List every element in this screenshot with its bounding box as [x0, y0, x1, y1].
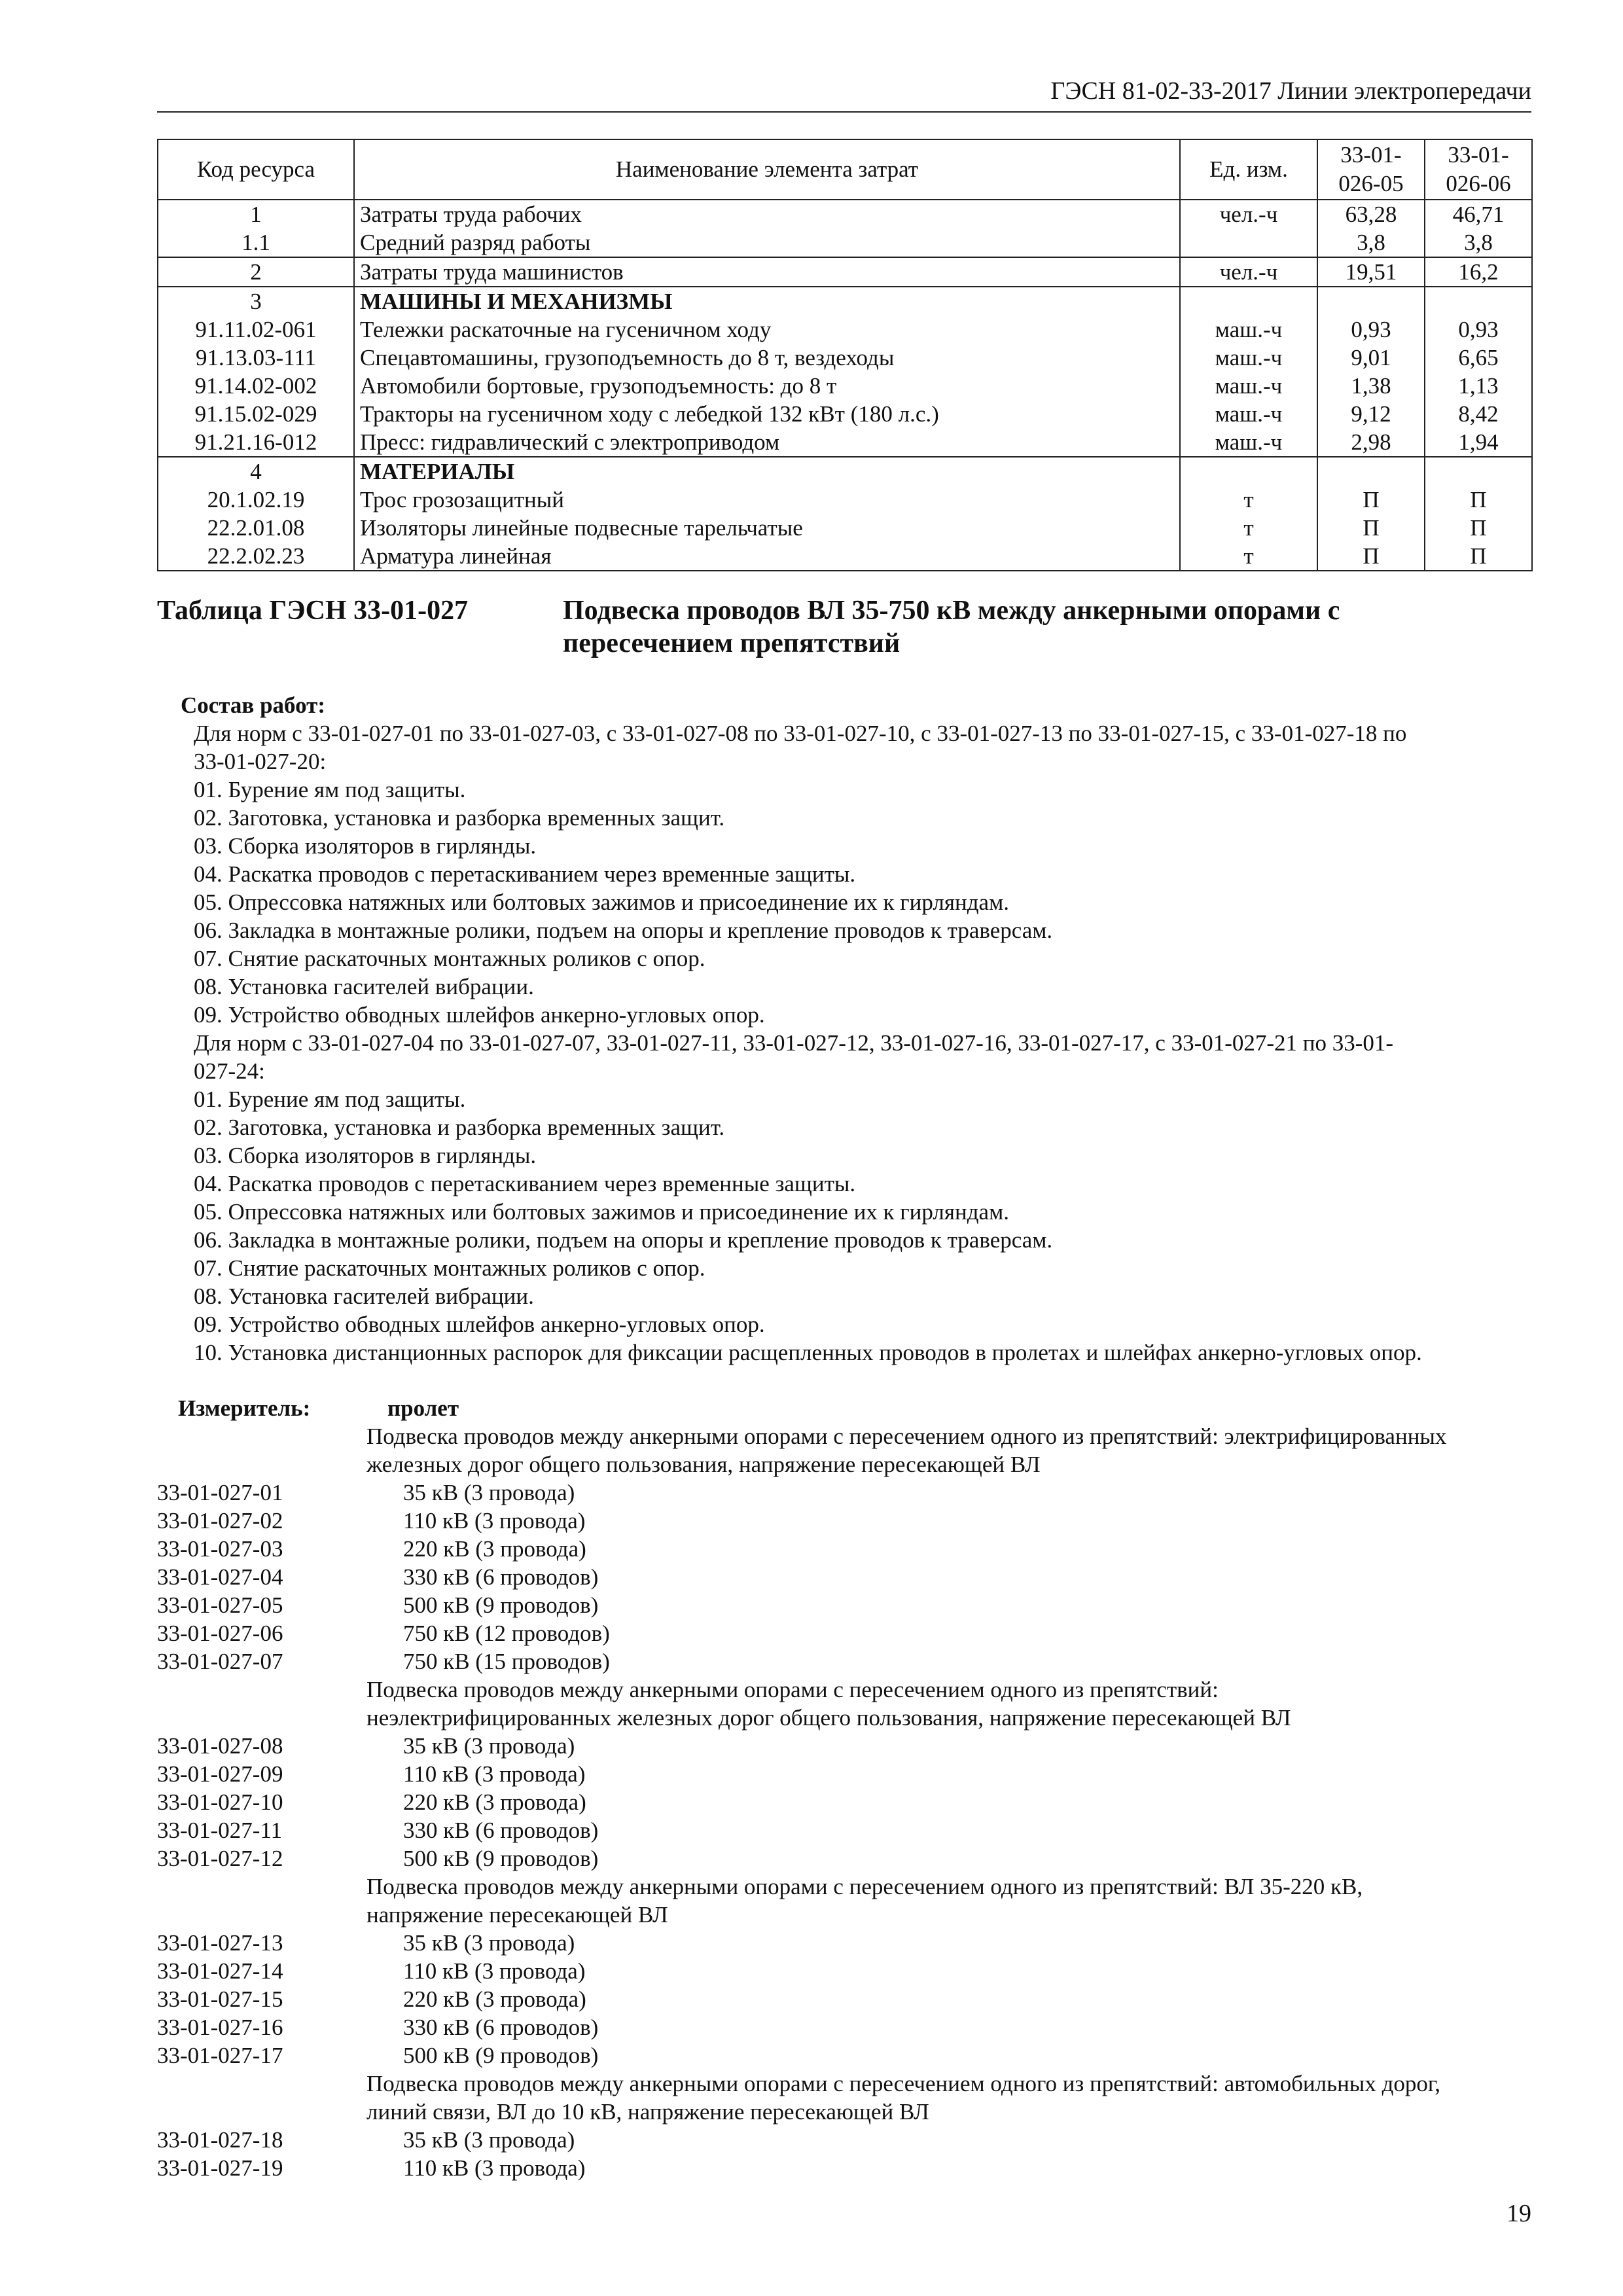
measure-section [157, 1394, 1538, 2182]
cell-code: 22.2.02.23 [158, 542, 354, 571]
measure-item [157, 1985, 1538, 2013]
composition-step: 05. Опрессовка натяжных или болтовых зажимов и присоединение их к гирляндам. [194, 1199, 1009, 1225]
cell-unit [1180, 228, 1317, 257]
measure-item-code: 33-01-027-13 [157, 1930, 283, 1956]
table-row [158, 400, 1532, 428]
col-header-026-05-line1: 33-01- [1340, 142, 1402, 168]
cell-value-026-06: 3,8 [1425, 228, 1532, 257]
measure-group-description: неэлектрифицированных железных дорог общего пользования, напряжение пересекающей ВЛ [366, 1705, 1291, 1731]
composition-step: 01. Бурение ям под защиты. [194, 1086, 466, 1112]
cell-value-026-06: П [1425, 486, 1532, 514]
table-row [158, 428, 1532, 457]
cell-unit: маш.-ч [1180, 372, 1317, 400]
cell-code: 1.1 [158, 228, 354, 257]
table-row [158, 315, 1532, 344]
table-label: Таблица ГЭСН 33-01-027 [157, 596, 469, 626]
composition-step: 04. Раскатка проводов с перетаскиванием через временные защиты. [194, 1171, 856, 1196]
measure-item [157, 1591, 1538, 1619]
col-header-026-06 [1425, 139, 1532, 200]
cell-name: Арматура линейная [354, 542, 1180, 571]
col-header-026-06-line2: 026-06 [1446, 171, 1511, 196]
cell-unit: маш.-ч [1180, 315, 1317, 344]
table-row [158, 542, 1532, 571]
measure-item-code: 33-01-027-01 [157, 1480, 283, 1505]
cell-value-026-05: 63,28 [1317, 200, 1425, 228]
cell-unit: маш.-ч [1180, 344, 1317, 372]
measure-item [157, 1957, 1538, 1985]
cell-value-026-06 [1425, 287, 1532, 315]
measure-item-text: 750 кВ (15 проводов) [403, 1649, 610, 1674]
composition-step: 07. Снятие раскаточных монтажных роликов с опор. [194, 946, 705, 971]
measure-item [157, 1479, 1538, 1507]
composition-step: 03. Сборка изоляторов в гирлянды. [194, 1143, 537, 1168]
measure-item-code: 33-01-027-12 [157, 1846, 283, 1871]
col-header-026-05-line2: 026-05 [1338, 171, 1404, 196]
cell-unit: т [1180, 486, 1317, 514]
composition-step: 09. Устройство обводных шлейфов анкерно-угловых опор. [194, 1002, 765, 1028]
cell-value-026-05: П [1317, 542, 1425, 571]
measure-group-description: Подвеска проводов между анкерными опорами с пересечением одного из препятствий: автомобильных дорог, [366, 2071, 1441, 2096]
cell-value-026-06: 1,13 [1425, 372, 1532, 400]
cell-value-026-06 [1425, 457, 1532, 486]
measure-item-text: 330 кВ (6 проводов) [403, 1818, 599, 1843]
cell-code: 20.1.02.19 [158, 486, 354, 514]
cell-unit: чел.-ч [1180, 200, 1317, 228]
cell-value-026-05 [1317, 287, 1425, 315]
cell-value-026-05: 19,51 [1317, 257, 1425, 287]
measure-item-code: 33-01-027-09 [157, 1761, 283, 1787]
composition-step: 01. Бурение ям под защиты. [194, 777, 466, 802]
table-title-line2: пересечением препятствий [563, 628, 901, 658]
table-row [158, 344, 1532, 372]
cell-value-026-05: П [1317, 514, 1425, 542]
cell-code: 91.11.02-061 [158, 315, 354, 344]
measure-item-code: 33-01-027-03 [157, 1536, 283, 1562]
table-row [158, 228, 1532, 257]
table-title [563, 594, 1340, 660]
composition-intro-2: Для норм с 33-01-027-04 по 33-01-027-07, 33-01-027-11, 33-01-027-12, 33-01-027-16, 33-01-027-17, с 33-01-027-21 по 33-01- [194, 1030, 1394, 1056]
table-row [158, 514, 1532, 542]
cell-value-026-06: 8,42 [1425, 400, 1532, 428]
cell-value-026-06: 0,93 [1425, 315, 1532, 344]
measure-item-code: 33-01-027-02 [157, 1508, 283, 1534]
measure-item-code: 33-01-027-18 [157, 2127, 283, 2153]
measure-item-code: 33-01-027-19 [157, 2155, 283, 2181]
composition-step: 07. Снятие раскаточных монтажных роликов с опор. [194, 1255, 705, 1281]
cell-name: Затраты труда рабочих [354, 200, 1180, 228]
measure-item [157, 1788, 1538, 1816]
composition-step: 02. Заготовка, установка и разборка временных защит. [194, 805, 725, 831]
measure-item [157, 1844, 1538, 1873]
measure-item-text: 500 кВ (9 проводов) [403, 2043, 599, 2068]
page-number: 19 [1507, 2200, 1531, 2227]
composition-step: 08. Установка гасителей вибрации. [194, 1283, 534, 1309]
measure-item-text: 35 кВ (3 провода) [403, 1930, 575, 1956]
measure-item-code: 33-01-027-05 [157, 1592, 283, 1618]
cell-unit: т [1180, 514, 1317, 542]
cell-code: 22.2.01.08 [158, 514, 354, 542]
measure-item-text: 110 кВ (3 провода) [403, 1761, 586, 1787]
composition-step: 10. Установка дистанционных распорок для фиксации расщепленных проводов в пролетах и шлейфах анкерно-угловых опор. [194, 1340, 1422, 1365]
measure-item-text: 110 кВ (3 провода) [403, 1508, 586, 1534]
cell-value-026-06: П [1425, 514, 1532, 542]
measure-item [157, 1507, 1538, 1535]
composition-intro-1b: 33-01-027-20: [194, 749, 327, 774]
measure-item [157, 1760, 1538, 1788]
table-row [158, 486, 1532, 514]
cell-code: 91.15.02-029 [158, 400, 354, 428]
composition-intro-2b: 027-24: [194, 1058, 265, 1084]
composition-step: 08. Установка гасителей вибрации. [194, 974, 534, 999]
cell-unit: маш.-ч [1180, 428, 1317, 457]
measure-item-text: 330 кВ (6 проводов) [403, 2015, 599, 2040]
measure-item [157, 2013, 1538, 2041]
resource-table [157, 139, 1533, 571]
measure-item-code: 33-01-027-10 [157, 1789, 283, 1815]
composition-step: 06. Закладка в монтажные ролики, подъем на опоры и крепление проводов к траверсам. [194, 918, 1053, 943]
cell-unit: маш.-ч [1180, 400, 1317, 428]
cell-value-026-06: П [1425, 542, 1532, 571]
measure-item-text: 500 кВ (9 проводов) [403, 1846, 599, 1871]
cell-code: 1 [158, 200, 354, 228]
composition-step: 02. Заготовка, установка и разборка временных защит. [194, 1115, 725, 1140]
cell-value-026-06: 46,71 [1425, 200, 1532, 228]
table-row [158, 372, 1532, 400]
cell-name: Тележки раскаточные на гусеничном ходу [354, 315, 1180, 344]
cell-value-026-05: 0,93 [1317, 315, 1425, 344]
composition-step: 09. Устройство обводных шлейфов анкерно-угловых опор. [194, 1312, 765, 1337]
cell-code: 2 [158, 257, 354, 287]
measure-item-code: 33-01-027-16 [157, 2015, 283, 2040]
col-header-026-06-line1: 33-01- [1448, 142, 1509, 168]
cell-value-026-05: 9,12 [1317, 400, 1425, 428]
measure-label: Измеритель: [178, 1395, 311, 1421]
measure-group-description: напряжение пересекающей ВЛ [366, 1902, 668, 1928]
cell-name: МАШИНЫ И МЕХАНИЗМЫ [354, 287, 1180, 315]
col-header-code: Код ресурса [158, 139, 354, 200]
table-title-line1: Подвеска проводов ВЛ 35-750 кВ между анкерными опорами с [563, 596, 1340, 626]
measure-item-text: 35 кВ (3 провода) [403, 1480, 575, 1505]
page-header-title: ГЭСН 81-02-33-2017 Линии электропередачи [1050, 77, 1531, 105]
cell-code: 91.21.16-012 [158, 428, 354, 457]
measure-item-text: 220 кВ (3 провода) [403, 1789, 586, 1815]
measure-item-code: 33-01-027-07 [157, 1649, 283, 1674]
measure-item-text: 220 кВ (3 провода) [403, 1986, 586, 2012]
measure-item-code: 33-01-027-17 [157, 2043, 283, 2068]
measure-item [157, 1563, 1538, 1591]
composition-step: 06. Закладка в монтажные ролики, подъем на опоры и крепление проводов к траверсам. [194, 1227, 1053, 1253]
cell-name: Затраты труда машинистов [354, 257, 1180, 287]
composition-intro-1: Для норм с 33-01-027-01 по 33-01-027-03, с 33-01-027-08 по 33-01-027-10, с 33-01-027-13 по 33-01-027-15, с 33-01-027-18 по [194, 721, 1407, 746]
cell-unit [1180, 287, 1317, 315]
measure-item [157, 1732, 1538, 1760]
cell-code: 3 [158, 287, 354, 315]
table-row [158, 257, 1532, 287]
measure-item-code: 33-01-027-06 [157, 1621, 283, 1646]
cell-value-026-05: 3,8 [1317, 228, 1425, 257]
measure-item-text: 35 кВ (3 провода) [403, 2127, 575, 2153]
work-composition [178, 691, 1533, 1367]
cell-code: 4 [158, 457, 354, 486]
measure-item [157, 2126, 1538, 2154]
measure-group-description: железных дорог общего пользования, напряжение пересекающей ВЛ [366, 1452, 1041, 1477]
measure-group-description: линий связи, ВЛ до 10 кВ, напряжение пересекающей ВЛ [366, 2099, 929, 2125]
cell-value-026-05: 9,01 [1317, 344, 1425, 372]
table-row [158, 200, 1532, 228]
cell-name: Тракторы на гусеничном ходу с лебедкой 132 кВт (180 л.с.) [354, 400, 1180, 428]
page-header [157, 73, 1531, 113]
cell-unit [1180, 457, 1317, 486]
measure-item-text: 110 кВ (3 провода) [403, 1958, 586, 1984]
cell-name: Трос грозозащитный [354, 486, 1180, 514]
col-header-026-05 [1317, 139, 1425, 200]
cell-name: Автомобили бортовые, грузоподъемность: до 8 т [354, 372, 1180, 400]
cell-value-026-06: 16,2 [1425, 257, 1532, 287]
measure-item-code: 33-01-027-11 [157, 1818, 283, 1843]
measure-item [157, 1535, 1538, 1563]
cell-value-026-06: 6,65 [1425, 344, 1532, 372]
cell-name: Средний разряд работы [354, 228, 1180, 257]
measure-item [157, 1929, 1538, 1957]
measure-item [157, 1816, 1538, 1844]
col-header-unit: Ед. изм. [1180, 139, 1317, 200]
measure-item [157, 1619, 1538, 1647]
cell-name: Спецавтомашины, грузоподъемность до 8 т, вездеходы [354, 344, 1180, 372]
measure-item-text: 330 кВ (6 проводов) [403, 1564, 599, 1590]
composition-step: 05. Опрессовка натяжных или болтовых зажимов и присоединение их к гирляндам. [194, 889, 1009, 915]
composition-step: 03. Сборка изоляторов в гирлянды. [194, 833, 537, 859]
measure-group-description: Подвеска проводов между анкерными опорами с пересечением одного из препятствий: ВЛ 35-220 кВ, [366, 1874, 1363, 1899]
cell-value-026-06: 1,94 [1425, 428, 1532, 457]
table-row [158, 457, 1532, 486]
measure-item-text: 750 кВ (12 проводов) [403, 1621, 610, 1646]
measure-group-description: Подвеска проводов между анкерными опорами с пересечением одного из препятствий: электрифицированных [366, 1424, 1447, 1449]
cell-name: МАТЕРИАЛЫ [354, 457, 1180, 486]
measure-unit: пролет [387, 1395, 459, 1421]
cell-value-026-05: 2,98 [1317, 428, 1425, 457]
table-row [158, 287, 1532, 315]
measure-item [157, 2154, 1538, 2182]
measure-item-text: 220 кВ (3 провода) [403, 1536, 586, 1562]
col-header-name: Наименование элемента затрат [354, 139, 1180, 200]
measure-item-code: 33-01-027-14 [157, 1958, 283, 1984]
measure-item-text: 35 кВ (3 провода) [403, 1733, 575, 1759]
composition-step: 04. Раскатка проводов с перетаскиванием через временные защиты. [194, 861, 856, 887]
measure-item-text: 110 кВ (3 провода) [403, 2155, 586, 2181]
cell-unit: т [1180, 542, 1317, 571]
cell-name: Изоляторы линейные подвесные тарельчатые [354, 514, 1180, 542]
measure-item-code: 33-01-027-15 [157, 1986, 283, 2012]
measure-item-code: 33-01-027-04 [157, 1564, 283, 1590]
cell-unit: чел.-ч [1180, 257, 1317, 287]
composition-label: Состав работ: [181, 692, 325, 718]
cell-value-026-05 [1317, 457, 1425, 486]
cell-name: Пресс: гидравлический с электроприводом [354, 428, 1180, 457]
cell-value-026-05: П [1317, 486, 1425, 514]
measure-item [157, 2041, 1538, 2070]
measure-item [157, 1647, 1538, 1676]
cell-code: 91.14.02-002 [158, 372, 354, 400]
measure-group-description: Подвеска проводов между анкерными опорами с пересечением одного из препятствий: [366, 1677, 1219, 1702]
measure-item-text: 500 кВ (9 проводов) [403, 1592, 599, 1618]
cell-value-026-05: 1,38 [1317, 372, 1425, 400]
measure-item-code: 33-01-027-08 [157, 1733, 283, 1759]
cell-code: 91.13.03-111 [158, 344, 354, 372]
